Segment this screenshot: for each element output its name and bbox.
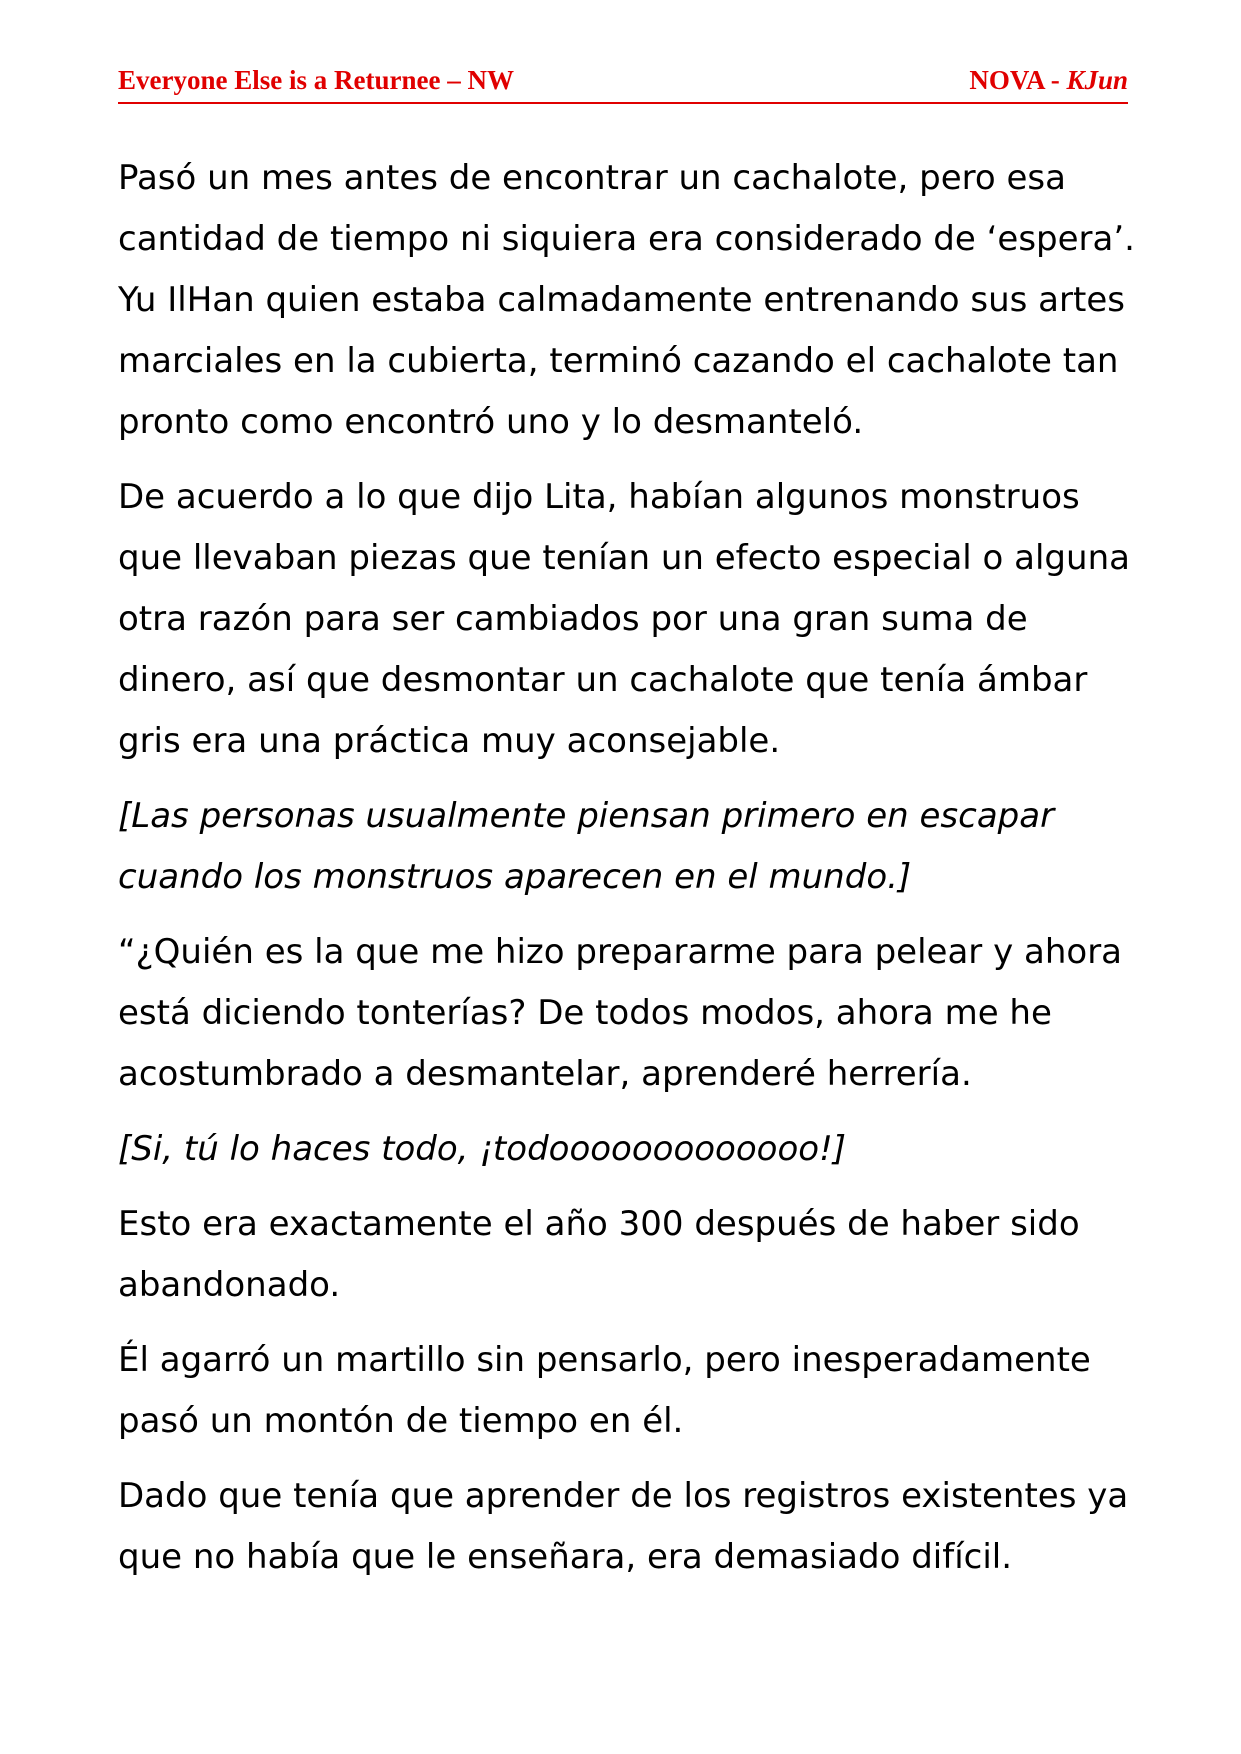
paragraph-system-message: [Si, tú lo haces todo, ¡todooooooooooooo!] (118, 1129, 846, 1169)
header-title: Everyone Else is a Returnee – NW (118, 65, 514, 95)
page-header (118, 62, 1128, 104)
paragraph: Él agarró un martillo sin pensarlo, pero inesperadamente pasó un montón de tiempo en él. (118, 1340, 1091, 1441)
paragraph: De acuerdo a lo que dijo Lita, habían algunos monstruos que llevaban piezas que tenían un efecto especial o alguna otra razón para ser cambiados por una gran suma de dinero, así que desmontar un cachalote que tenía ámbar gris era una práctica muy aconsejable. (118, 477, 1130, 761)
header-credit (969, 65, 1128, 96)
document-body (118, 148, 1138, 1602)
paragraph-dialogue: “¿Quién es la que me hizo prepararme para pelear y ahora está diciendo tonterías? De todos modos, ahora me he acostumbrado a desmantelar, aprenderé herrería. (118, 932, 1123, 1094)
paragraph: Pasó un mes antes de encontrar un cachalote, pero esa cantidad de tiempo ni siquiera era considerado de ‘espera’. Yu IlHan quien estaba calmadamente entrenando sus artes marciales en la cubierta, terminó cazando el cachalote tan pronto como encontró uno y lo desmanteló. (118, 158, 1135, 442)
paragraph: Dado que tenía que aprender de los registros existentes ya que no había que le enseñara, era demasiado difícil. (118, 1476, 1129, 1577)
header-author: KJun (1066, 65, 1128, 95)
header-group: NOVA - (969, 65, 1067, 95)
paragraph-system-message: [Las personas usualmente piensan primero en escapar cuando los monstruos aparecen en el mundo.] (118, 796, 1055, 897)
paragraph: Esto era exactamente el año 300 después de haber sido abandonado. (118, 1204, 1080, 1305)
